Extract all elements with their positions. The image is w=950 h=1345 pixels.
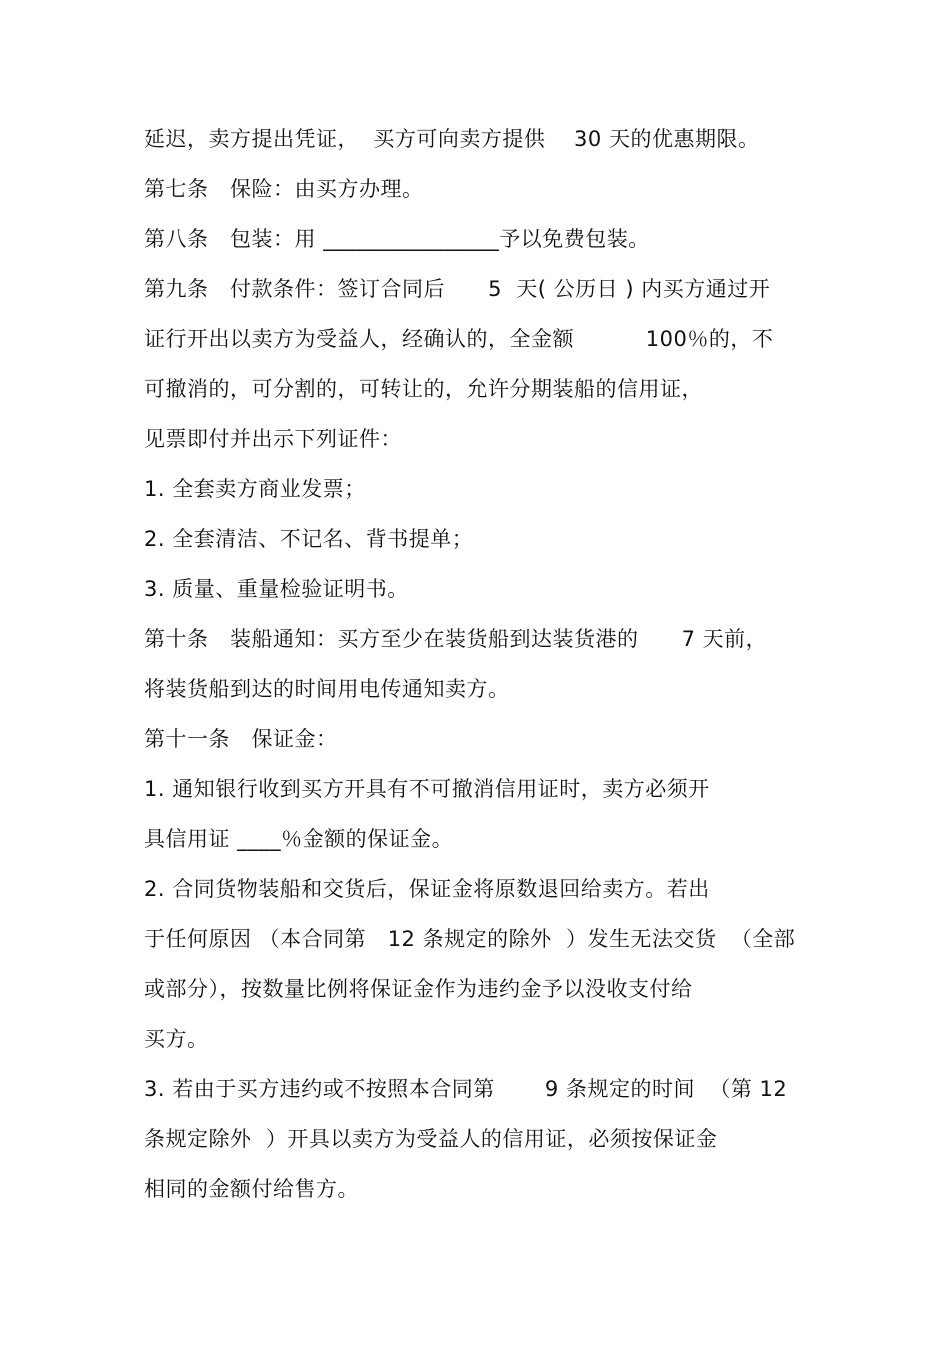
text-line: 第十条 装船通知：买方至少在装货船到达装货港的 7 天前， (144, 627, 768, 651)
text-line: 可撤消的，可分割的，可转让的，允许分期装船的信用证， (144, 377, 703, 401)
text-line: 延迟，卖方提出凭证， 买方可向卖方提供 30 天的优惠期限。 (144, 127, 760, 151)
text-line: 具信用证 ____％金额的保证金。 (144, 827, 454, 851)
text-line: 买方。 (144, 1027, 209, 1051)
text-line: 3. 若由于买方违约或不按照本合同第 9 条规定的时间 （第 12 (144, 1077, 788, 1101)
text-line: 证行开出以卖方为受益人，经确认的，全金额 100％的，不 (144, 327, 774, 351)
text-line: 1. 通知银行收到买方开具有不可撤消信用证时，卖方必须开 (144, 777, 710, 801)
text-line: 于任何原因 （本合同第 12 条规定的除外 ）发生无法交货 （全部 (144, 927, 796, 951)
text-line: 见票即付并出示下列证件： (144, 427, 402, 451)
text-line: 3. 质量、重量检验证明书。 (144, 577, 409, 601)
text-line: 2. 合同货物装船和交货后，保证金将原数退回给卖方。若出 (144, 877, 710, 901)
text-line: 条规定除外 ）开具以卖方为受益人的信用证，必须按保证金 (144, 1127, 718, 1151)
text-line: 或部分），按数量比例将保证金作为违约金予以没收支付给 (144, 977, 693, 1001)
text-line: 第七条 保险：由买方办理。 (144, 177, 424, 201)
text-line: 第九条 付款条件：签订合同后 5 天( 公历日 ) 内买方通过开 (144, 277, 771, 301)
text-line: 第十一条 保证金： (144, 727, 338, 751)
text-line: 2. 全套清洁、不记名、背书提单； (144, 527, 474, 551)
text-line: 1. 全套卖方商业发票； (144, 477, 366, 501)
text-line: 第八条 包装：用 ________________予以免费包装。 (144, 227, 650, 251)
text-line: 相同的金额付给售方。 (144, 1177, 359, 1201)
text-line: 将装货船到达的时间用电传通知卖方。 (144, 677, 510, 701)
